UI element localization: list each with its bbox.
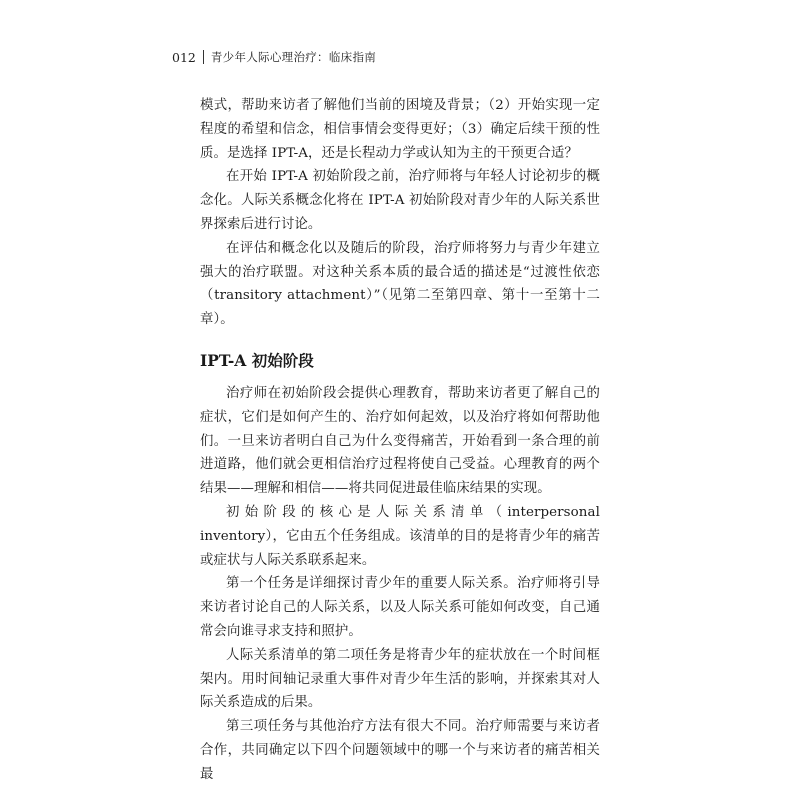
paragraph-7: 人际关系清单的第二项任务是将青少年的症状放在一个时间框架内。用时间轴记录重大事件对青少年生活的影响，并探索其对人际关系造成的后果。 (200, 647, 600, 711)
paragraph-4: 治疗师在初始阶段会提供心理教育，帮助来访者更了解自己的症状，它们是如何产生的、治疗如何起效，以及治疗将如何帮助他们。一旦来访者明白自己为什么变得痛苦，开始看到一条合理的前进道路，他们就会更相信治疗过程将使自己受益。心理教育的两个结果——理解和相信——将共同促进最佳临床结果的实现。 (200, 385, 600, 497)
paragraph-2: 在开始 IPT-A 初始阶段之前，治疗师将与年轻人讨论初步的概念化。人际关系概念化将在 IPT-A 初始阶段对青少年的人际关系世界探索后进行讨论。 (200, 169, 600, 232)
page-number: 012 (172, 49, 196, 65)
paragraph-3: 在评估和概念化以及随后的阶段，治疗师将努力与青少年建立强大的治疗联盟。对这种关系本质的最合适的描述是“过渡性依恋（transitory attachment）”（见第二至第四章、第十一至第十二章）。 (200, 240, 600, 328)
book-title: 青少年人际心理治疗：临床指南 (210, 50, 377, 64)
paragraph-8: 第三项任务与其他治疗方法有很大不同。治疗师需要与来访者合作，共同确定以下四个问题领域中的哪一个与来访者的痛苦相关最 (200, 719, 600, 782)
paragraph-5: 初始阶段的核心是人际关系清单（interpersonal inventory），它由五个任务组成。该清单的目的是将青少年的痛苦或症状与人际关系联系起来。 (200, 504, 600, 568)
section-heading: IPT-A 初始阶段 (200, 350, 314, 370)
running-header (172, 49, 376, 65)
paragraph-1: 模式，帮助来访者了解他们当前的困境及背景；（2）开始实现一定程度的希望和信念，相信事情会变得更好；（3）确定后续干预的性质。是选择 IPT-A，还是长程动力学或认知为主的干预更合适？ (200, 98, 600, 161)
page-body (200, 94, 600, 787)
header-divider (203, 50, 204, 64)
paragraph-6: 第一个任务是详细探讨青少年的重要人际关系。治疗师将引导来访者讨论自己的人际关系，以及人际关系可能如何改变，自己通常会向谁寻求支持和照护。 (200, 576, 600, 639)
